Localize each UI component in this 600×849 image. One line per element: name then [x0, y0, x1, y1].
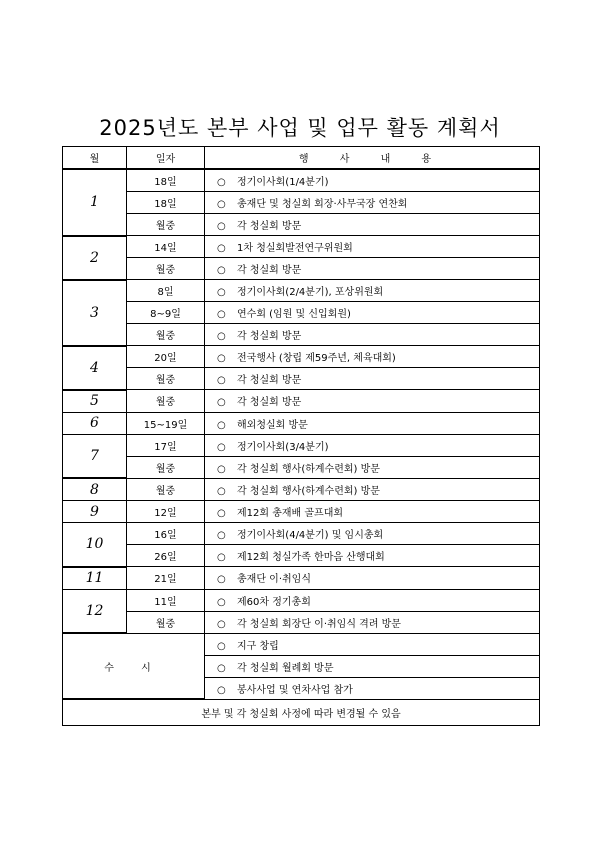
table-row: [63, 478, 540, 501]
month-cell: 2: [63, 236, 127, 280]
event-cell: [205, 655, 540, 677]
bullet-icon: ○: [217, 309, 226, 320]
event-cell: [205, 567, 540, 590]
event-cell: [205, 324, 540, 346]
event-text: 각 청실회 월례회 방문: [237, 662, 334, 674]
event-text: 제12회 청실가족 한마음 산행대회: [237, 552, 385, 563]
event-text: 각 청실회 회장단 이·취임식 격려 방문: [237, 618, 401, 630]
date-cell: 14일: [127, 236, 205, 258]
event-text: 각 청실회 방문: [237, 265, 302, 276]
table-row: [63, 214, 540, 236]
date-cell: 18일: [127, 192, 205, 214]
date-cell: 16일: [127, 523, 205, 545]
bullet-icon: ○: [217, 485, 226, 497]
bullet-icon: ○: [217, 353, 226, 364]
table-row: [63, 324, 540, 346]
event-text: 해외청실회 방문: [237, 419, 308, 431]
table-row: [63, 390, 540, 413]
table-header-row: [63, 147, 540, 170]
event-text: 정기이사회(4/4분기) 및 임시총회: [237, 530, 384, 541]
bullet-icon: ○: [217, 199, 226, 210]
event-text: 연수회 (임원 및 신입회원): [237, 309, 351, 320]
table-row: [63, 611, 540, 633]
date-cell: 26일: [127, 545, 205, 567]
event-text: 지구 창립: [237, 640, 279, 652]
bullet-icon: ○: [217, 375, 226, 386]
table-row: [63, 302, 540, 324]
bullet-icon: ○: [217, 177, 226, 188]
month-cell: 3: [63, 280, 127, 346]
bullet-icon: ○: [217, 552, 226, 563]
date-cell: 17일: [127, 434, 205, 456]
table-row: [63, 192, 540, 214]
event-cell: [205, 478, 540, 501]
table-row: [63, 258, 540, 280]
event-cell: [205, 412, 540, 434]
event-text: 정기이사회(2/4분기), 포상위원회: [237, 287, 384, 298]
footer-note: 본부 및 각 청실회 사정에 따라 변경될 수 있음: [63, 699, 540, 726]
table-row: [63, 523, 540, 545]
table-row: [63, 567, 540, 590]
date-cell: 월중: [127, 214, 205, 236]
table-row: [63, 412, 540, 434]
event-text: 각 청실회 방문: [237, 375, 302, 386]
date-cell: 월중: [127, 368, 205, 390]
bullet-icon: ○: [217, 508, 226, 519]
month-cell: 1: [63, 169, 127, 236]
bullet-icon: ○: [217, 662, 226, 674]
event-cell: [205, 214, 540, 236]
event-cell: [205, 545, 540, 567]
bullet-icon: ○: [217, 287, 226, 298]
table-row: [63, 589, 540, 611]
event-cell: [205, 368, 540, 390]
table-row: [63, 169, 540, 192]
month-cell: 7: [63, 434, 127, 478]
date-cell: 8~9일: [127, 302, 205, 324]
date-cell: 21일: [127, 567, 205, 590]
bullet-icon: ○: [217, 574, 226, 586]
bullet-icon: ○: [217, 243, 226, 254]
footer-row: [63, 699, 540, 726]
susi-row: [63, 633, 540, 655]
table-row: [63, 236, 540, 258]
table-row: [63, 346, 540, 368]
bullet-icon: ○: [217, 221, 226, 232]
table-row: [63, 501, 540, 523]
bullet-icon: ○: [217, 640, 226, 652]
activity-plan-table: [62, 146, 540, 726]
bullet-icon: ○: [217, 419, 226, 431]
bullet-icon: ○: [217, 530, 226, 541]
date-cell: 월중: [127, 390, 205, 413]
event-text: 제12회 총재배 골프대회: [237, 508, 344, 519]
event-cell: [205, 677, 540, 699]
event-text: 총재단 및 청실회 회장·사무국장 연찬회: [237, 199, 408, 210]
event-text: 정기이사회(1/4분기): [237, 177, 329, 188]
event-text: 각 청실회 방문: [237, 397, 302, 409]
header-event: 행 사 내 용: [205, 147, 540, 170]
bullet-icon: ○: [217, 596, 226, 608]
month-cell: 8: [63, 478, 127, 501]
bullet-icon: ○: [217, 331, 226, 342]
event-cell: [205, 302, 540, 324]
event-text: 1차 청실회발전연구위원회: [237, 243, 353, 254]
event-cell: [205, 523, 540, 545]
date-cell: 월중: [127, 611, 205, 633]
event-cell: [205, 390, 540, 413]
header-date: 일자: [127, 147, 205, 170]
month-cell: 4: [63, 346, 127, 390]
event-text: 제60차 정기총회: [237, 596, 311, 608]
table-row: [63, 545, 540, 567]
date-cell: 12일: [127, 501, 205, 523]
event-cell: [205, 589, 540, 611]
month-cell: 10: [63, 523, 127, 567]
table-row: [63, 280, 540, 302]
bullet-icon: ○: [217, 618, 226, 630]
month-cell: 6: [63, 412, 127, 434]
event-cell: [205, 192, 540, 214]
event-cell: [205, 258, 540, 280]
month-cell: 11: [63, 567, 127, 590]
event-cell: [205, 434, 540, 456]
date-cell: 월중: [127, 456, 205, 478]
event-text: 각 청실회 행사(하계수련회) 방문: [237, 485, 380, 497]
event-cell: [205, 280, 540, 302]
date-cell: 월중: [127, 478, 205, 501]
month-cell: 12: [63, 589, 127, 633]
event-text: 전국행사 (창립 제59주년, 체육대회): [237, 353, 396, 364]
date-cell: 20일: [127, 346, 205, 368]
bullet-icon: ○: [217, 463, 226, 475]
event-cell: [205, 346, 540, 368]
event-text: 총재단 이·취임식: [237, 574, 311, 586]
table-row: [63, 456, 540, 478]
event-text: 각 청실회 행사(하계수련회) 방문: [237, 463, 380, 475]
event-cell: [205, 501, 540, 523]
month-cell: 5: [63, 390, 127, 413]
event-cell: [205, 236, 540, 258]
date-cell: 월중: [127, 258, 205, 280]
event-cell: [205, 456, 540, 478]
header-month: 월: [63, 147, 127, 170]
bullet-icon: ○: [217, 265, 226, 276]
susi-label: 수 시: [63, 633, 205, 699]
date-cell: 11일: [127, 589, 205, 611]
table-row: [63, 434, 540, 456]
page-title: 2025년도 본부 사업 및 업무 활동 계획서: [99, 116, 501, 140]
date-cell: 18일: [127, 169, 205, 192]
bullet-icon: ○: [217, 684, 226, 696]
date-cell: 월중: [127, 324, 205, 346]
date-cell: 15~19일: [127, 412, 205, 434]
event-cell: [205, 633, 540, 655]
event-text: 각 청실회 방문: [237, 221, 302, 232]
bullet-icon: ○: [217, 397, 226, 409]
month-cell: 9: [63, 501, 127, 523]
event-cell: [205, 169, 540, 192]
event-text: 각 청실회 방문: [237, 331, 302, 342]
event-text: 정기이사회(3/4분기): [237, 441, 329, 453]
table-row: [63, 368, 540, 390]
event-cell: [205, 611, 540, 633]
event-text: 봉사사업 및 연차사업 참가: [237, 684, 353, 696]
date-cell: 8일: [127, 280, 205, 302]
bullet-icon: ○: [217, 441, 226, 453]
